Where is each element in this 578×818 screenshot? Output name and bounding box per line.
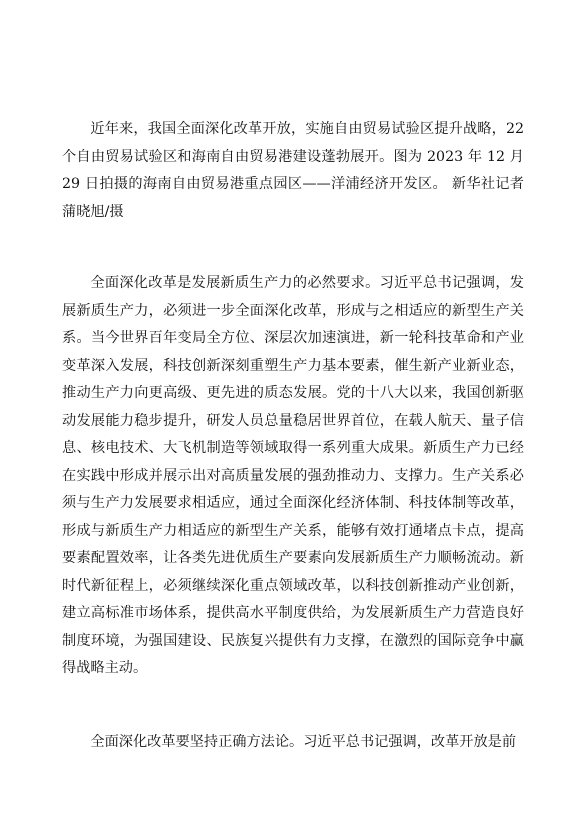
body-paragraph-methodology: 全面深化改革要坚持正确方法论。习近平总书记强调，改革开放是前	[90, 733, 517, 750]
photo-caption: 近年来，我国全面深化改革开放，实施自由贸易试验区提升战略，22个自由贸易试验区和海南自由贸易港建设蓬勃展开。图为 2023 年 12 月 29 日拍摄的海南自由贸易港重点园区——洋浦经济开发区。 新华社记者蒲晓旭/摄	[62, 121, 524, 220]
document-page	[62, 116, 524, 756]
body-paragraph-new-productivity: 全面深化改革是发展新质生产力的必然要求。习近平总书记强调，发展新质生产力，必须进一步全面深化改革，形成与之相适应的新型生产关系。当今世界百年变局全方位、深层次加速演进，新一轮科技革命和产业变革深入发展，科技创新深刻重塑生产力基本要素，催生新产业新业态，推动生产力向更高级、更先进的质态发展。党的十八大以来，我国创新驱动发展能力稳步提升，研发人员总量稳居世界首位，在载人航天、量子信息、核电技术、大飞机制造等领域取得一系列重大成果。新质生产力已经在实践中形成并展示出对高质量发展的强劲推动力、支撑力。生产关系必须与生产力发展要求相适应，通过全面深化经济体制、科技体制等改革，形成与新质生产力相适应的新型生产关系，能够有效打通堵点卡点，提高要素配置效率，让各类先进优质生产要素向发展新质生产力顺畅流动。新时代新征程上，必须继续深化重点领域改革，以科技创新推动产业创新，建立高标准市场体系，提供高水平制度供给，为发展新质生产力营造良好制度环境，为强国建设、民族复兴提供有力支撑，在激烈的国际竞争中赢得战略主动。	[62, 275, 524, 676]
